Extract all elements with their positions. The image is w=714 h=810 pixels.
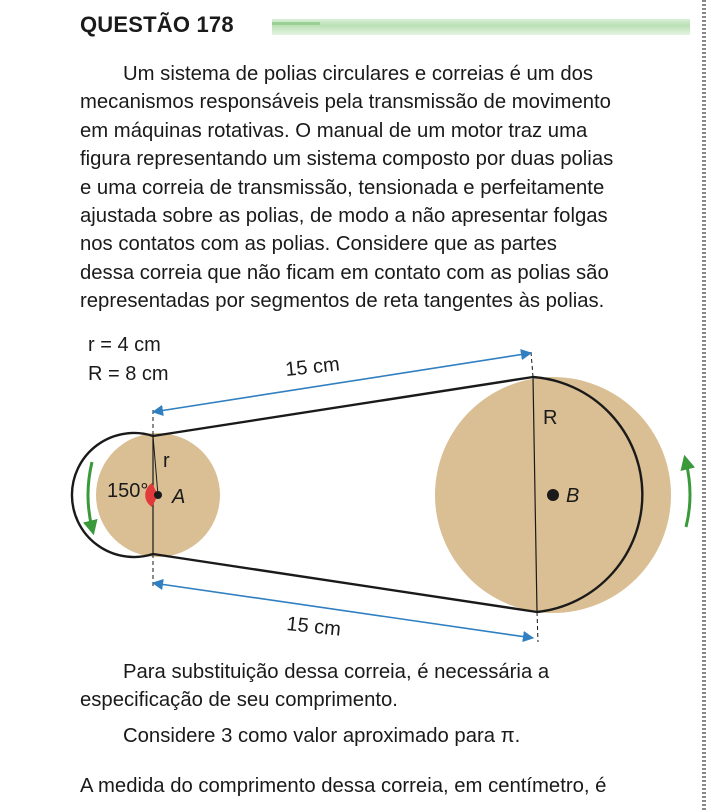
intro-line: Um sistema de polias circulares e correias é um dos <box>123 63 594 85</box>
question-text: A medida do comprimento dessa correia, em centímetro, é <box>80 775 607 797</box>
intro-line: e uma correia de transmissão, tensionada e perfeitamente <box>80 176 605 199</box>
angle-label: 150° <box>107 480 149 502</box>
intro-line: representadas por segmentos de reta tangentes às polias. <box>80 290 605 313</box>
large-radius-mark: R <box>543 407 558 429</box>
top-length-label: 15 cm <box>284 353 341 381</box>
replacement-line: especificação de seu comprimento. <box>80 689 398 712</box>
center-a-label: A <box>172 486 186 508</box>
rotation-arrow-left-icon <box>88 462 92 528</box>
intro-line: figura representando um sistema composto por duas polias <box>80 148 614 171</box>
question-header <box>80 12 700 46</box>
center-a-dot <box>154 491 162 499</box>
replacement-line: Para substituição dessa correia, é necessária a <box>123 661 550 683</box>
intro-line: mecanismos responsáveis pela transmissão de movimento <box>80 91 611 114</box>
bottom-dimension-arrow <box>153 583 533 638</box>
top-dimension-arrow <box>153 353 531 412</box>
extension-line <box>531 352 533 377</box>
intro-line: ajustada sobre as polias, de modo a não apresentar folgas <box>80 205 608 228</box>
center-b-label: B <box>566 485 580 507</box>
question-title: QUESTÃO 178 <box>80 12 234 37</box>
question-paragraph <box>80 772 694 800</box>
bottom-length-label: 15 cm <box>285 613 342 641</box>
header-decorative-bar <box>272 19 690 35</box>
intro-line: dessa correia que não ficam em contato com as polias são <box>80 261 609 284</box>
pi-note: Considere 3 como valor aproximado para π. <box>123 725 521 747</box>
intro-line: em máquinas rotativas. O manual de um motor traz uma <box>80 119 588 142</box>
pulley-figure <box>0 320 714 650</box>
center-b-dot <box>547 489 559 501</box>
small-radius-value: r = 4 cm <box>88 334 161 356</box>
extension-line <box>537 612 538 642</box>
large-radius-value: R = 8 cm <box>88 363 169 385</box>
intro-paragraph <box>80 60 694 316</box>
replacement-paragraph <box>80 658 694 715</box>
small-radius-mark: r <box>163 450 170 472</box>
rotation-arrow-right-icon <box>686 462 690 527</box>
pi-note-paragraph <box>80 722 694 750</box>
intro-line: nos contatos com as polias. Considere que as partes <box>80 233 557 256</box>
